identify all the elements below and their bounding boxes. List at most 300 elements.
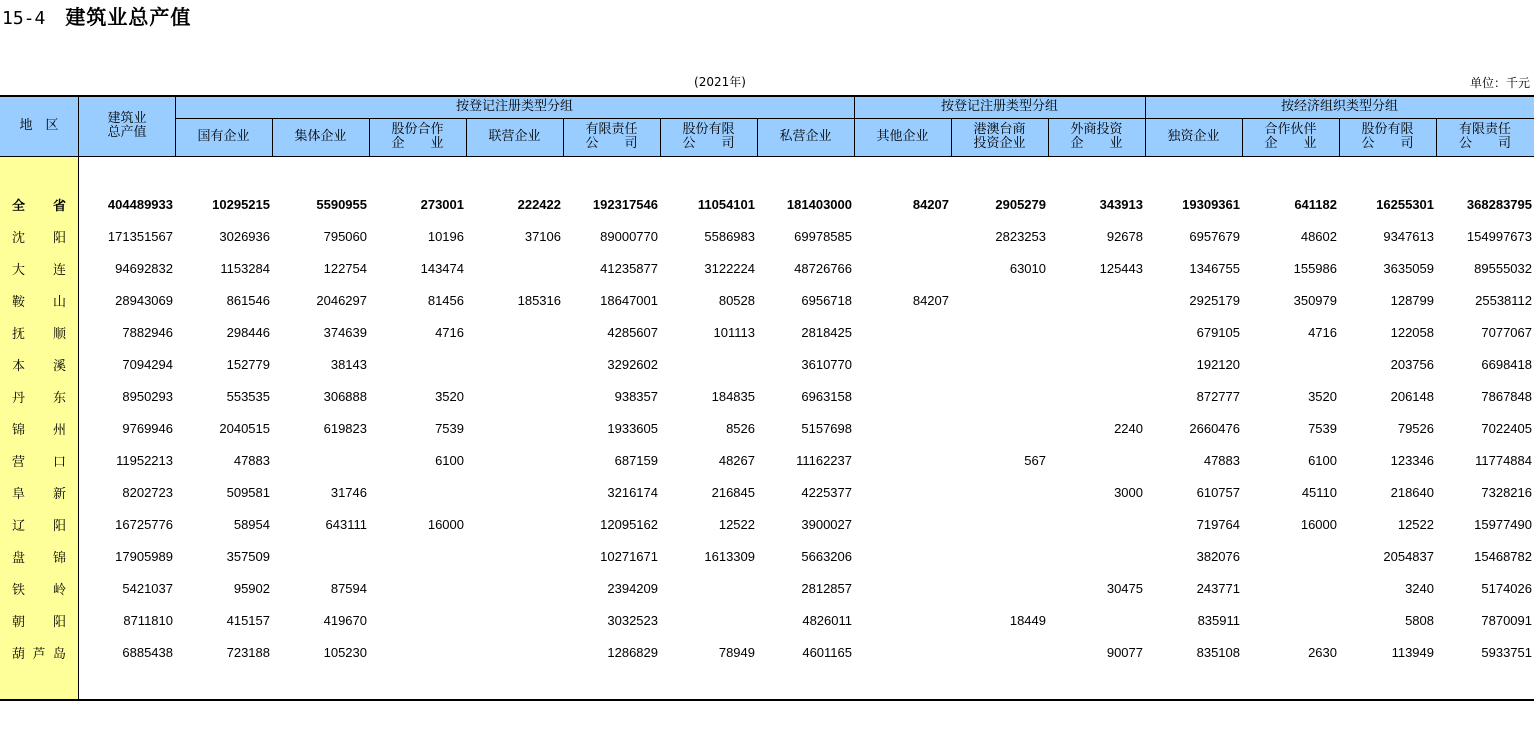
value-cell: 222422 (517, 196, 561, 212)
value-cell: 835108 (1196, 644, 1240, 660)
table-number: 15-4 (2, 8, 46, 29)
value-cell: 374639 (323, 324, 367, 340)
value-cell: 719764 (1196, 516, 1240, 532)
value-cell: 16255301 (1376, 196, 1434, 212)
value-cell: 5808 (1405, 612, 1434, 628)
value-cell: 152779 (226, 356, 270, 372)
value-cell: 31746 (330, 484, 367, 500)
value-cell: 357509 (226, 548, 270, 564)
value-cell: 419670 (323, 612, 367, 628)
value-cell: 154997673 (1466, 228, 1532, 244)
value-cell: 123346 (1390, 452, 1434, 468)
value-cell: 47883 (233, 452, 270, 468)
value-cell (660, 572, 757, 604)
value-cell: 298446 (226, 324, 270, 340)
value-cell (466, 540, 563, 572)
value-cell (660, 348, 757, 380)
value-cell: 4716 (435, 324, 464, 340)
value-cell (1242, 572, 1339, 604)
value-cell (369, 572, 466, 604)
value-cell: 12095162 (600, 516, 658, 532)
header-divider (1048, 118, 1049, 156)
value-cell: 415157 (226, 612, 270, 628)
value-cell (1048, 316, 1145, 348)
value-cell: 218640 (1390, 484, 1434, 500)
value-cell: 5586983 (704, 228, 755, 244)
value-cell: 192120 (1196, 356, 1240, 372)
header-col-9: 港澳台商 投资企业 (951, 118, 1048, 156)
region-char: 鞍 (12, 294, 26, 310)
value-cell: 3900027 (801, 516, 852, 532)
value-cell (369, 348, 466, 380)
value-cell: 509581 (226, 484, 270, 500)
value-cell (466, 636, 563, 668)
value-cell: 8526 (726, 420, 755, 436)
value-cell (369, 476, 466, 508)
region-char: 营 (12, 454, 26, 470)
region-name (0, 348, 78, 380)
value-cell: 795060 (323, 228, 367, 244)
value-cell (466, 572, 563, 604)
value-cell: 216845 (711, 484, 755, 500)
region-char: 溪 (52, 358, 66, 374)
table-row (0, 220, 1534, 252)
value-cell: 610757 (1196, 484, 1240, 500)
table-row (0, 284, 1534, 316)
header-bottom-border (0, 156, 1534, 157)
value-cell: 3240 (1405, 580, 1434, 596)
table-title (2, 4, 191, 30)
value-cell: 2823253 (995, 228, 1046, 244)
value-cell: 306888 (323, 388, 367, 404)
value-cell: 48267 (718, 452, 755, 468)
value-cell: 2925179 (1189, 292, 1240, 308)
table-row (0, 316, 1534, 348)
value-cell (1048, 284, 1145, 316)
value-cell: 3520 (435, 388, 464, 404)
total-output-value: 8711810 (123, 612, 173, 628)
table-row-total (0, 188, 1534, 220)
value-cell: 2240 (1114, 420, 1143, 436)
value-cell: 89000770 (600, 228, 658, 244)
total-output-value: 404489933 (107, 196, 173, 212)
value-cell (951, 508, 1048, 540)
region-char: 朝 (12, 614, 26, 630)
value-cell: 47883 (1203, 452, 1240, 468)
region-name (0, 444, 78, 476)
table-row (0, 252, 1534, 284)
value-cell (1242, 348, 1339, 380)
header-group-economic-org: 按经济组织类型分组 (1145, 96, 1534, 118)
value-cell: 16000 (427, 516, 464, 532)
value-cell: 872777 (1196, 388, 1240, 404)
value-cell: 10271671 (600, 548, 658, 564)
value-cell: 2054837 (1383, 548, 1434, 564)
total-output-value: 6885438 (122, 644, 173, 660)
value-cell: 343913 (1099, 196, 1143, 212)
region-name (0, 604, 78, 636)
value-cell: 2630 (1308, 644, 1337, 660)
value-cell: 89555032 (1474, 260, 1532, 276)
value-cell: 19309361 (1182, 196, 1240, 212)
total-output-value: 8950293 (122, 388, 173, 404)
value-cell (854, 252, 951, 284)
value-cell: 122058 (1390, 324, 1434, 340)
value-cell (466, 476, 563, 508)
value-cell: 113949 (1391, 644, 1434, 660)
value-cell: 4826011 (802, 612, 852, 628)
value-cell: 619823 (323, 420, 367, 436)
header-divider (272, 118, 273, 156)
value-cell: 143474 (420, 260, 464, 276)
value-cell: 9347613 (1383, 228, 1434, 244)
value-cell: 3520 (1308, 388, 1337, 404)
value-cell: 15468782 (1474, 548, 1532, 564)
value-cell: 6956718 (801, 292, 852, 308)
region-name (0, 540, 78, 572)
header-col-14: 有限责任 公 司 (1436, 118, 1534, 156)
total-output-value: 9769946 (122, 420, 173, 436)
header-col-8: 其他企业 (854, 118, 951, 156)
region-char: 岭 (52, 582, 66, 598)
value-cell: 81456 (427, 292, 464, 308)
table-row (0, 476, 1534, 508)
header-divider (466, 118, 467, 156)
region-char: 盘 (12, 550, 26, 566)
value-cell: 641182 (1294, 196, 1337, 212)
region-char: 丹 (12, 390, 26, 406)
header-group-registration-1: 按登记注册类型分组 (175, 96, 854, 118)
region-name (0, 412, 78, 444)
region-name (0, 380, 78, 412)
header-col-6: 股份有限 公 司 (660, 118, 757, 156)
header-col-12: 合作伙伴 企 业 (1242, 118, 1339, 156)
value-cell (951, 540, 1048, 572)
value-cell (951, 636, 1048, 668)
value-cell: 3000 (1114, 484, 1143, 500)
header-divider (563, 118, 564, 156)
value-cell: 2812857 (801, 580, 852, 596)
value-cell: 6963158 (801, 388, 852, 404)
value-cell: 7539 (435, 420, 464, 436)
region-char: 锦 (12, 422, 26, 438)
value-cell: 7539 (1308, 420, 1337, 436)
value-cell: 273001 (420, 196, 464, 212)
header-col-5: 有限责任 公 司 (563, 118, 660, 156)
total-output-value: 171351567 (107, 228, 173, 244)
value-cell: 105230 (323, 644, 367, 660)
region-char: 阳 (52, 614, 66, 630)
value-cell: 567 (1024, 452, 1046, 468)
value-cell (1048, 604, 1145, 636)
value-cell: 1153284 (220, 260, 270, 276)
value-cell (1242, 604, 1339, 636)
value-cell: 679105 (1196, 324, 1240, 340)
value-cell: 69978585 (794, 228, 852, 244)
value-cell (660, 604, 757, 636)
value-cell: 155986 (1293, 260, 1337, 276)
table-row (0, 636, 1534, 668)
value-cell: 6698418 (1481, 356, 1532, 372)
total-output-value: 94692832 (115, 260, 173, 276)
value-cell: 12522 (718, 516, 755, 532)
value-cell: 382076 (1196, 548, 1240, 564)
value-cell: 3032523 (607, 612, 658, 628)
region-name (0, 636, 78, 668)
value-cell: 3216174 (607, 484, 658, 500)
value-cell: 2660476 (1189, 420, 1240, 436)
total-output-value: 7882946 (122, 324, 173, 340)
value-cell: 5663206 (801, 548, 852, 564)
region-char: 新 (52, 486, 66, 502)
region-char: 连 (52, 262, 66, 278)
value-cell (1048, 540, 1145, 572)
header-total-output: 建筑业 总产值 (79, 96, 175, 156)
value-cell (369, 540, 466, 572)
value-cell: 63010 (1009, 260, 1046, 276)
value-cell: 2905279 (995, 196, 1046, 212)
value-cell (1048, 380, 1145, 412)
header-divider (1242, 118, 1243, 156)
value-cell: 80528 (718, 292, 755, 308)
value-cell: 203756 (1390, 356, 1434, 372)
value-cell (1242, 540, 1339, 572)
region-name (0, 316, 78, 348)
region-char: 锦 (52, 550, 66, 566)
value-cell: 2046297 (316, 292, 367, 308)
value-cell: 1346755 (1189, 260, 1240, 276)
value-cell: 7870091 (1481, 612, 1532, 628)
region-char: 铁 (12, 582, 26, 598)
year-note: (2021年) (694, 75, 746, 89)
value-cell: 5590955 (316, 196, 367, 212)
table-row (0, 412, 1534, 444)
value-cell: 7867848 (1481, 388, 1532, 404)
value-cell: 15977490 (1474, 516, 1532, 532)
value-cell (466, 444, 563, 476)
header-top-border (0, 95, 1534, 97)
value-cell (951, 284, 1048, 316)
value-cell (854, 444, 951, 476)
table-name: 建筑业总产值 (65, 5, 192, 29)
value-cell (1048, 348, 1145, 380)
region-char: 沈 (12, 230, 26, 246)
value-cell: 5174026 (1481, 580, 1532, 596)
value-cell: 185316 (517, 292, 561, 308)
total-output-value: 11952213 (116, 452, 173, 468)
value-cell: 1286829 (607, 644, 658, 660)
region-char: 阳 (52, 230, 66, 246)
value-cell: 2394209 (607, 580, 658, 596)
value-cell (1048, 508, 1145, 540)
table-row (0, 508, 1534, 540)
region-name (0, 476, 78, 508)
table-row (0, 380, 1534, 412)
value-cell: 48726766 (794, 260, 852, 276)
value-cell (854, 220, 951, 252)
value-cell: 4716 (1308, 324, 1337, 340)
value-cell: 243771 (1196, 580, 1240, 596)
header-divider (1145, 96, 1146, 156)
header-divider (1339, 118, 1340, 156)
value-cell: 84207 (912, 292, 949, 308)
value-cell (854, 508, 951, 540)
value-cell: 12522 (1397, 516, 1434, 532)
value-cell: 11054101 (697, 196, 755, 212)
header-divider (854, 96, 855, 156)
value-cell: 5157698 (801, 420, 852, 436)
header-divider (951, 118, 952, 156)
value-cell: 37106 (524, 228, 561, 244)
value-cell: 18647001 (600, 292, 658, 308)
value-cell (854, 540, 951, 572)
region-char: 东 (52, 390, 66, 406)
region-char: 全 (12, 198, 26, 214)
value-cell: 125443 (1099, 260, 1143, 276)
value-cell: 4225377 (801, 484, 852, 500)
value-cell: 3610770 (801, 356, 852, 372)
value-cell (854, 348, 951, 380)
region-name (0, 220, 78, 252)
region-char: 山 (52, 294, 66, 310)
value-cell: 206148 (1390, 388, 1434, 404)
value-cell: 1933605 (607, 420, 658, 436)
region-char: 阜 (12, 486, 26, 502)
total-output-value: 8202723 (122, 484, 173, 500)
region-char: 州 (52, 422, 66, 438)
value-cell (854, 412, 951, 444)
header-group-registration-2: 按登记注册类型分组 (854, 96, 1145, 118)
value-cell (951, 412, 1048, 444)
value-cell: 30475 (1106, 580, 1143, 596)
total-output-value: 5421037 (122, 580, 173, 596)
value-cell: 90077 (1106, 644, 1143, 660)
value-cell (854, 316, 951, 348)
value-cell: 25538112 (1475, 292, 1532, 308)
value-cell: 18449 (1009, 612, 1046, 628)
value-cell: 553535 (226, 388, 270, 404)
value-cell: 184835 (711, 388, 755, 404)
header-col-11: 独资企业 (1145, 118, 1242, 156)
value-cell: 3026936 (219, 228, 270, 244)
value-cell: 835911 (1197, 612, 1240, 628)
value-cell: 643111 (325, 516, 367, 532)
value-cell (272, 444, 369, 476)
value-cell (854, 380, 951, 412)
value-cell (272, 540, 369, 572)
value-cell: 101113 (713, 324, 755, 340)
region-char: 省 (52, 198, 66, 214)
value-cell: 84207 (912, 196, 949, 212)
header-divider (175, 96, 176, 156)
region-char: 岛 (52, 646, 66, 662)
header-col-3: 股份合作 企 业 (369, 118, 466, 156)
value-cell: 2040515 (219, 420, 270, 436)
value-cell: 2818425 (801, 324, 852, 340)
region-char: 辽 (12, 518, 26, 534)
value-cell (1048, 444, 1145, 476)
region-char: 口 (52, 454, 66, 470)
value-cell (466, 348, 563, 380)
value-cell: 78949 (718, 644, 755, 660)
value-cell (466, 508, 563, 540)
region-char: 大 (12, 262, 26, 278)
value-cell: 192317546 (592, 196, 658, 212)
value-cell: 5933751 (1481, 644, 1532, 660)
value-cell (369, 636, 466, 668)
header-col-7: 私营企业 (757, 118, 854, 156)
region-char: 葫 (12, 646, 26, 662)
header-divider (369, 118, 370, 156)
value-cell: 6957679 (1189, 228, 1240, 244)
value-cell: 368283795 (1466, 196, 1532, 212)
value-cell: 48602 (1300, 228, 1337, 244)
region-name (0, 572, 78, 604)
value-cell: 723188 (226, 644, 270, 660)
header-divider (757, 118, 758, 156)
value-cell: 6100 (1308, 452, 1337, 468)
value-cell (854, 476, 951, 508)
table-bottom-border (0, 699, 1534, 701)
value-cell (466, 252, 563, 284)
value-cell: 16000 (1300, 516, 1337, 532)
value-cell (369, 604, 466, 636)
table-row (0, 348, 1534, 380)
value-cell (951, 572, 1048, 604)
value-cell: 3122224 (704, 260, 755, 276)
value-cell: 861546 (226, 292, 270, 308)
value-cell: 10295215 (212, 196, 270, 212)
value-cell (854, 572, 951, 604)
value-cell: 181403000 (786, 196, 852, 212)
region-name (0, 252, 78, 284)
value-cell: 4601165 (802, 644, 852, 660)
value-cell (466, 380, 563, 412)
table-row (0, 444, 1534, 476)
value-cell: 6100 (435, 452, 464, 468)
total-output-value: 16725776 (115, 516, 173, 532)
value-cell (466, 604, 563, 636)
value-cell (951, 348, 1048, 380)
value-cell (951, 476, 1048, 508)
header-divider (660, 118, 661, 156)
value-cell: 11774884 (1475, 452, 1532, 468)
value-cell: 10196 (427, 228, 464, 244)
value-cell: 7328216 (1481, 484, 1532, 500)
value-cell: 92678 (1106, 228, 1143, 244)
value-cell: 58954 (233, 516, 270, 532)
value-cell (951, 316, 1048, 348)
region-char: 抚 (12, 326, 26, 342)
header-region: 地 区 (0, 96, 78, 156)
region-char: 本 (12, 358, 26, 374)
region-name (0, 508, 78, 540)
value-cell (466, 412, 563, 444)
header-col-13: 股份有限 公 司 (1339, 118, 1436, 156)
table-row (0, 604, 1534, 636)
header-col-4: 联营企业 (466, 118, 563, 156)
value-cell: 128799 (1390, 292, 1434, 308)
value-cell: 350979 (1293, 292, 1337, 308)
value-cell (466, 316, 563, 348)
unit-note: 单位：千元 (1469, 76, 1530, 90)
value-cell: 3292602 (607, 356, 658, 372)
value-cell: 79526 (1397, 420, 1434, 436)
header-divider (1436, 118, 1437, 156)
total-output-value: 7094294 (122, 356, 173, 372)
value-cell: 45110 (1301, 484, 1337, 500)
header-col-2: 集体企业 (272, 118, 369, 156)
